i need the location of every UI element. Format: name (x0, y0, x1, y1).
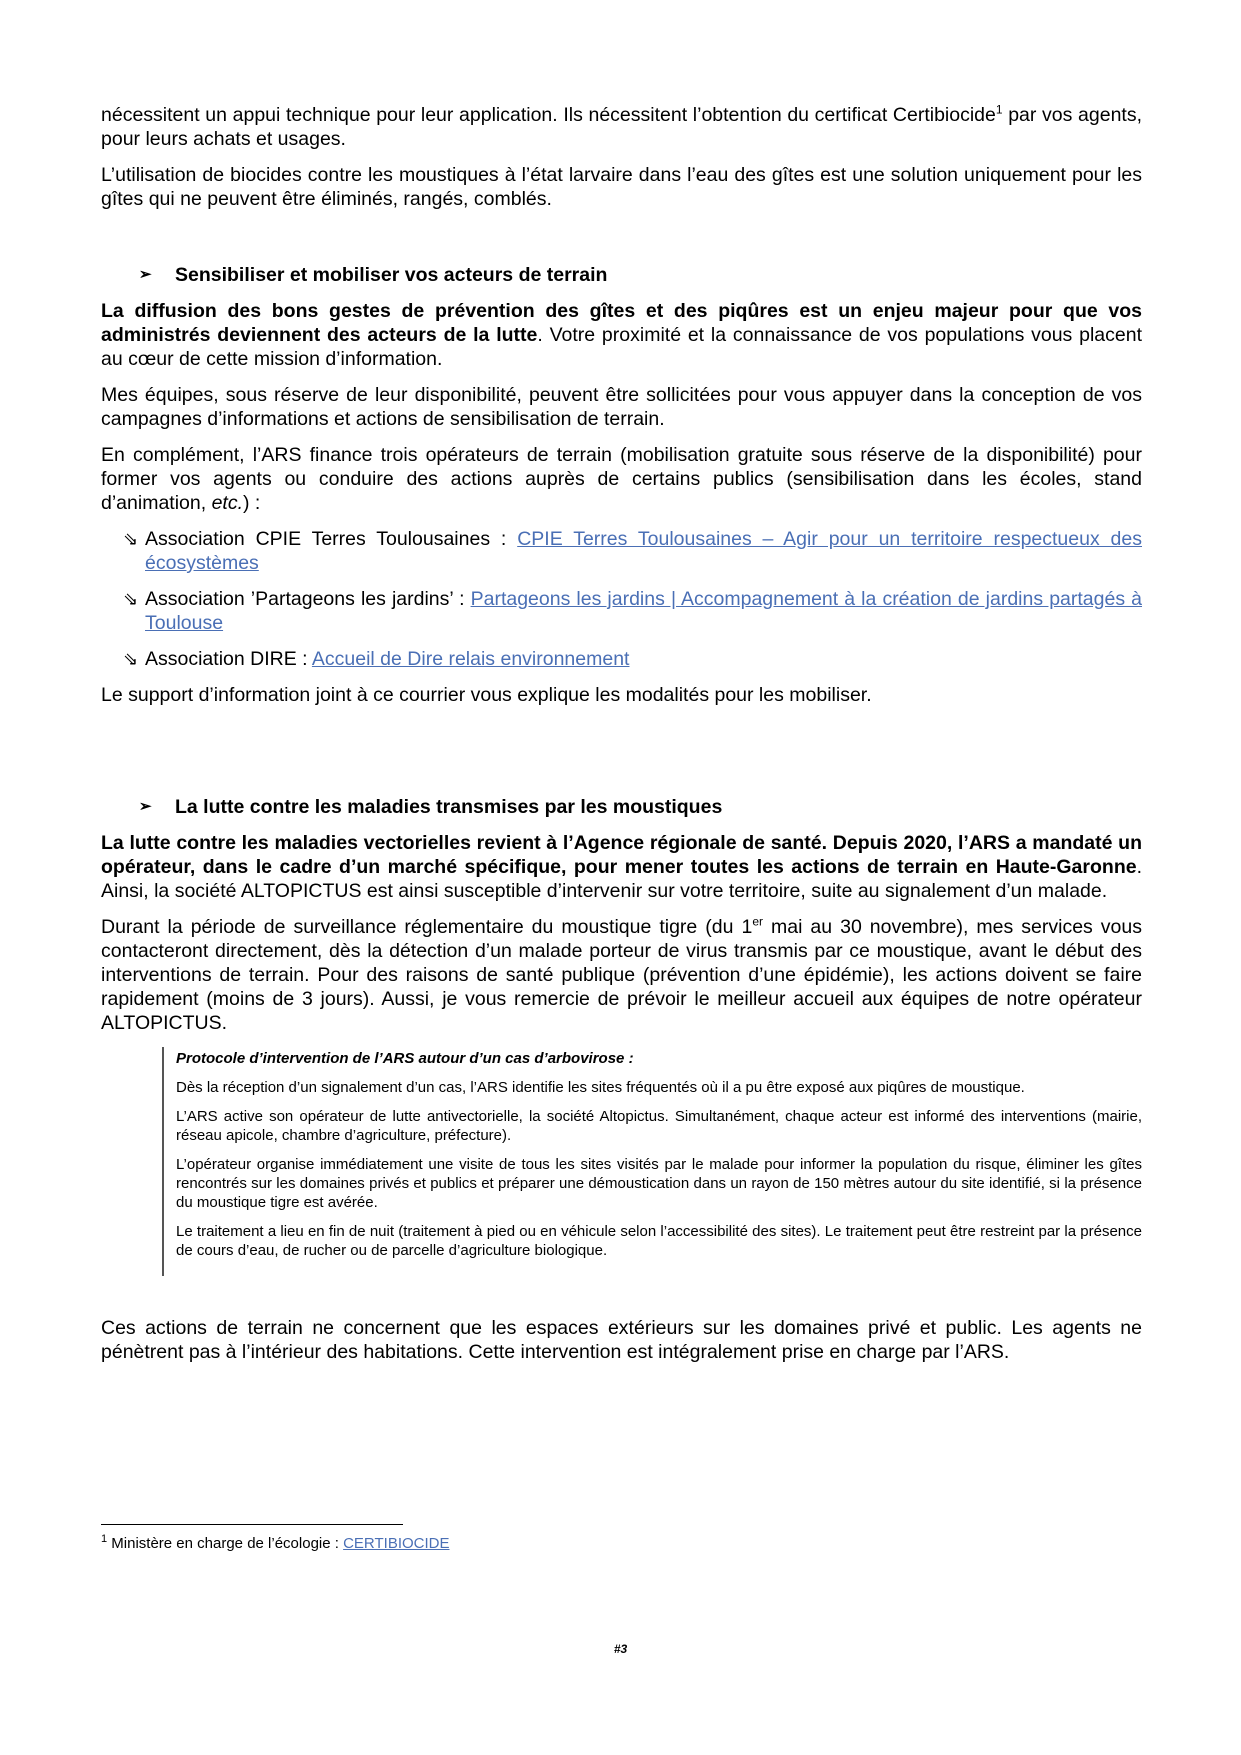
footnote-divider (101, 1524, 403, 1525)
link-partageons[interactable]: Partageons les jardins | Accompagnement à la création de jardins partagés à Toulouse (145, 588, 1143, 634)
spacer (101, 719, 1142, 795)
list-item-cpie: ⇘ Association CPIE Terres Toulousaines : CPIE Terres Toulousaines – Agir pour un territoire respectueux des écosystèmes (123, 528, 1142, 574)
spacer (101, 1276, 1142, 1316)
link-dire[interactable]: Accueil de Dire relais environnement (311, 648, 630, 670)
protocol-item: L’opérateur organise immédiatement une visite de tous les sites visités par le malade pour informer la population du risque, éliminer les gîtes rencontrés sur les domaines privés et publics et préparer une démoustication dans un rayon de 150 mètres autour du site identifié, si la présence du moustique tigre est avérée. (176, 1156, 1142, 1211)
paragraph-biocides: L’utilisation de biocides contre les moustiques à l’état larvaire dans l’eau des gîtes est une solution uniquement pour les gîtes qui ne peuvent être éliminés, rangés, comblés. (101, 164, 1142, 210)
spacer (101, 223, 1142, 263)
paragraph-diffusion: La diffusion des bons gestes de prévention des gîtes et des piqûres est un enjeu majeur pour que vos administrés deviennent des acteurs de la lutte. Votre proximité et la connaissance de vos populations vous placent au cœur de cette mission d’information. (101, 300, 1142, 370)
protocol-item: Le traitement a lieu en fin de nuit (traitement à pied ou en véhicule selon l’accessibilité des sites). Le traitement peut être restreint par la présence de cours d’eau, de rucher ou de parcelle d’agriculture biologique. (176, 1223, 1142, 1259)
page-number: #3 (613, 1642, 628, 1656)
paragraph-surveillance: Durant la période de surveillance réglementaire du moustique tigre (du 1er mai au 30 novembre), mes services vous contacteront directement, dès la détection d’un malade porteur de virus transmis par ce moustique, avant le début des interventions de terrain. Pour des raisons de santé publique (prévention d’une épidémie), les actions doivent se faire rapidement (moins de 3 jours). Aussi, je vous remercie de prévoir le meilleur accueil aux équipes de notre opérateur ALTOPICTUS. (101, 914, 1142, 1034)
protocol-item: Dès la réception d’un signalement d’un cas, l’ARS identifie les sites fréquentés où il a pu être exposé aux piqûres de moustique. (176, 1079, 1025, 1096)
footnote: $^1$ Ministère en charge de l’écologie : CERTIBIOCIDE (101, 1533, 450, 1552)
section-title: Sensibiliser et mobiliser vos acteurs de terrain (175, 264, 608, 286)
link-cpie[interactable]: CPIE Terres Toulousaines – Agir pour un territoire respectueux des écosystèmes (145, 528, 1142, 574)
paragraph-certibiocide: nécessitent un appui technique pour leur application. Ils nécessitent l’obtention du certificat Certibiocide$^1$ par vos agents, pour leurs achats et usages. (101, 102, 1142, 150)
paragraph-lutte-vectorielle: La lutte contre les maladies vectorielles revient à l’Agence régionale de santé. Depuis 2020, l’ARS a mandaté un opérateur, dans le cadre d’un marché spécifique, pour mener toutes les actions de terrain en Haute-Garonne. Ainsi, la société ALTOPICTUS est ainsi susceptible d’intervenir sur votre territoire, suite au signalement d’un malade. (101, 832, 1142, 902)
footnote-ref[interactable]: 1 (995, 102, 1003, 117)
arrow-bullet-icon: ➢ (139, 798, 152, 815)
section-title: La lutte contre les maladies transmises par les moustiques (175, 796, 723, 818)
paragraph-equipes: Mes équipes, sous réserve de leur disponibilité, peuvent être sollicitées pour vous appuyer dans la conception de vos campagnes d’informations et actions de sensibilisation de terrain. (101, 384, 1142, 430)
arrow-down-right-icon: ⇘ (123, 649, 139, 669)
list-item-dire: ⇘ Association DIRE : Accueil de Dire relais environnement (123, 648, 630, 670)
protocol-item: L’ARS active son opérateur de lutte antivectorielle, la société Altopictus. Simultanément, chaque acteur est informé des interventions (mairie, réseau apicole, chambre d’agriculture, préfecture). (176, 1108, 1142, 1144)
list-item-partageons: ⇘ Association ’Partageons les jardins’ : Partageons les jardins | Accompagnement à la création de jardins partagés à Toulouse (123, 588, 1143, 634)
arrow-down-right-icon: ⇘ (123, 589, 139, 609)
section-heading-lutte (101, 795, 1142, 819)
section-heading-sensibiliser (101, 263, 1142, 287)
paragraph-complement: En complément, l’ARS finance trois opérateurs de terrain (mobilisation gratuite sous réserve de la disponibilité) pour former vos agents ou conduire des actions auprès de certains publics (sensibilisation dans les écoles, stand d’animation, etc.) : (101, 444, 1142, 514)
paragraph-actions-terrain: Ces actions de terrain ne concernent que les espaces extérieurs sur les domaines privé et public. Les agents ne pénètrent pas à l’intérieur des habitations. Cette intervention est intégralement prise en charge par l’ARS. (101, 1317, 1142, 1363)
arrow-bullet-icon: ➢ (139, 266, 152, 283)
protocol-box (162, 1047, 1142, 1276)
protocol-title: Protocole d’intervention de l’ARS autour d’un cas d’arbovirose : (176, 1050, 634, 1067)
arrow-down-right-icon: ⇘ (123, 529, 139, 549)
paragraph-support: Le support d’information joint à ce courrier vous explique les modalités pour les mobiliser. (101, 684, 872, 706)
link-certibiocide[interactable]: CERTIBIOCIDE (343, 1535, 450, 1552)
page-content (101, 103, 1142, 1376)
